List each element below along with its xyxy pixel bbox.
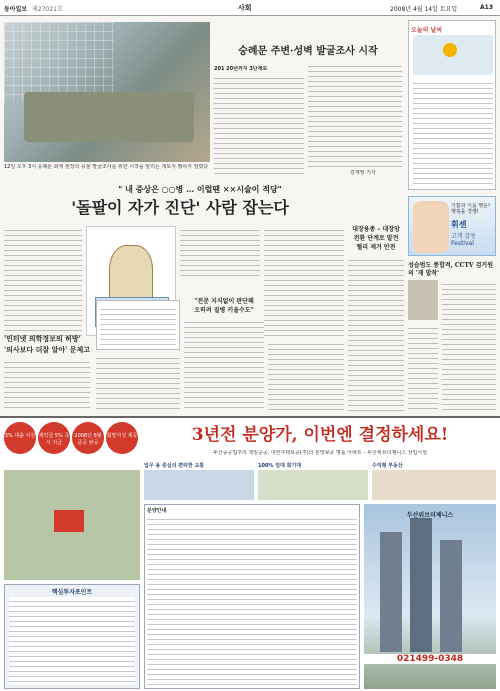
doctor-figure bbox=[109, 245, 153, 305]
main-col3 bbox=[180, 226, 260, 276]
side-head-1: 대장용종 – 대장암 bbox=[352, 226, 400, 233]
photo-caption: 12일 오후 3시 숭례문 화재 현장의 유물 발굴조사를 위한 시작을 알리는 개토식 행사가 열렸다 bbox=[4, 164, 209, 170]
contact-phone: 021499-0348 bbox=[364, 654, 496, 664]
cctv-col1 bbox=[442, 280, 496, 412]
info-box bbox=[96, 300, 180, 350]
top-story-subtitle: 201 20년까지 3단계로 bbox=[214, 66, 268, 72]
weather-title: 오늘의 날씨 bbox=[411, 27, 443, 34]
festival-tag: 기쁨과 이룸 행운! 행복을 경쟁! bbox=[451, 203, 490, 215]
weather-box bbox=[408, 20, 496, 190]
subhead-2b: 오히려 질병 키울수도" bbox=[194, 307, 254, 314]
investment-points-title: 핵심투자포인트 bbox=[51, 589, 93, 596]
badge-offer: 회망지성 제공 bbox=[106, 422, 138, 454]
side-head-2: 전환 단계로 발견 bbox=[353, 235, 399, 242]
ad-col2-image bbox=[258, 470, 368, 500]
weather-table bbox=[413, 79, 493, 187]
main-col4 bbox=[264, 226, 344, 336]
badge-loan: 3% 대출 지원 bbox=[4, 422, 36, 454]
side-column-text bbox=[348, 256, 404, 412]
subhead-1: '인터넷 의학정보의 허방' bbox=[4, 334, 81, 343]
brand-name: 두산위브더제니스 bbox=[406, 512, 454, 519]
info-box-text bbox=[100, 305, 176, 347]
investment-points-box bbox=[4, 584, 140, 689]
cctv-col2 bbox=[408, 324, 438, 412]
ad-headline: 3년전 분양가, 이번엔 결정하세요! bbox=[191, 425, 449, 445]
investment-points-list bbox=[9, 597, 135, 685]
building-facade bbox=[4, 22, 114, 102]
ad-col3-image bbox=[372, 470, 496, 500]
top-story-byline: 김재영 기자 bbox=[350, 170, 376, 176]
tower-2 bbox=[410, 518, 432, 652]
dig-site bbox=[24, 92, 194, 142]
badge-completion: 2008년 8월 준공 완공 bbox=[72, 422, 104, 454]
festival-ad bbox=[408, 196, 496, 256]
site-map bbox=[4, 470, 140, 580]
badge-row bbox=[4, 422, 140, 470]
issue-date: 2008년 4월 14일 토요일 bbox=[390, 6, 458, 13]
main-col2-lower bbox=[96, 354, 180, 412]
ad-subline: 두산중공업주의 책임준공, 대한주택보증(주)의 분양보증 명품 아파트 – 두산위브더제니스 상업시설 bbox=[213, 450, 427, 456]
festival-brand: 휘센 bbox=[451, 220, 467, 229]
sun-icon bbox=[443, 43, 457, 57]
cctv-title: 성습범도 종합적, CCTV 검거원의 '재 발착' bbox=[408, 262, 493, 277]
paper-name: 동아일보 bbox=[4, 6, 28, 13]
main-col4-lower bbox=[268, 340, 344, 412]
ad-col1-title: 업무 용 중심의 편리한 교통 bbox=[144, 463, 205, 469]
site-location-marker bbox=[54, 510, 84, 532]
main-headline: '돌팔이 자가 진단' 사람 잡는다 bbox=[71, 198, 289, 217]
top-story-title: 숭례문 주변·성벽 발굴조사 시작 bbox=[238, 46, 378, 57]
main-col1-lower bbox=[4, 358, 90, 412]
ad-model-photo bbox=[413, 201, 449, 253]
page-header bbox=[0, 0, 500, 16]
top-story-body-col1 bbox=[214, 74, 304, 174]
main-col1 bbox=[4, 226, 82, 336]
section-title: 사회 bbox=[238, 4, 252, 12]
side-head-3: 혈리 제거 안전 bbox=[356, 244, 396, 251]
subhead-1b: '의사보다 더잘 알아' 문제고 bbox=[4, 345, 90, 354]
price-table-rows bbox=[147, 515, 357, 685]
top-story-body-col2 bbox=[308, 62, 402, 170]
issue-number: 제27021호 bbox=[32, 6, 63, 13]
weather-map bbox=[413, 35, 493, 75]
real-estate-ad bbox=[0, 416, 500, 691]
price-table bbox=[144, 504, 360, 689]
ad-col3-title: 수익형 부동산 bbox=[372, 463, 403, 469]
page-number: A13 bbox=[480, 4, 493, 11]
badge-deposit: 계약금 5% 즉시 지급 bbox=[38, 422, 70, 454]
ad-col1-image bbox=[144, 470, 254, 500]
main-col3-lower bbox=[184, 318, 264, 412]
excavation-photo bbox=[4, 22, 210, 162]
building-render bbox=[364, 504, 496, 689]
price-table-title: 분양안내 bbox=[147, 508, 167, 514]
subhead-2: "전문 지식없이 판단해 bbox=[194, 298, 254, 305]
tower-1 bbox=[380, 532, 402, 652]
festival-line: 고객 감동 Festival bbox=[451, 233, 477, 247]
ad-col2-title: 100% 임대 회기대 bbox=[258, 463, 302, 469]
main-kicker: " 내 증상은 ○○병 … 이럴땐 ××시술이 적당" bbox=[118, 184, 282, 194]
cctv-photo bbox=[408, 280, 438, 320]
tower-3 bbox=[440, 540, 462, 652]
